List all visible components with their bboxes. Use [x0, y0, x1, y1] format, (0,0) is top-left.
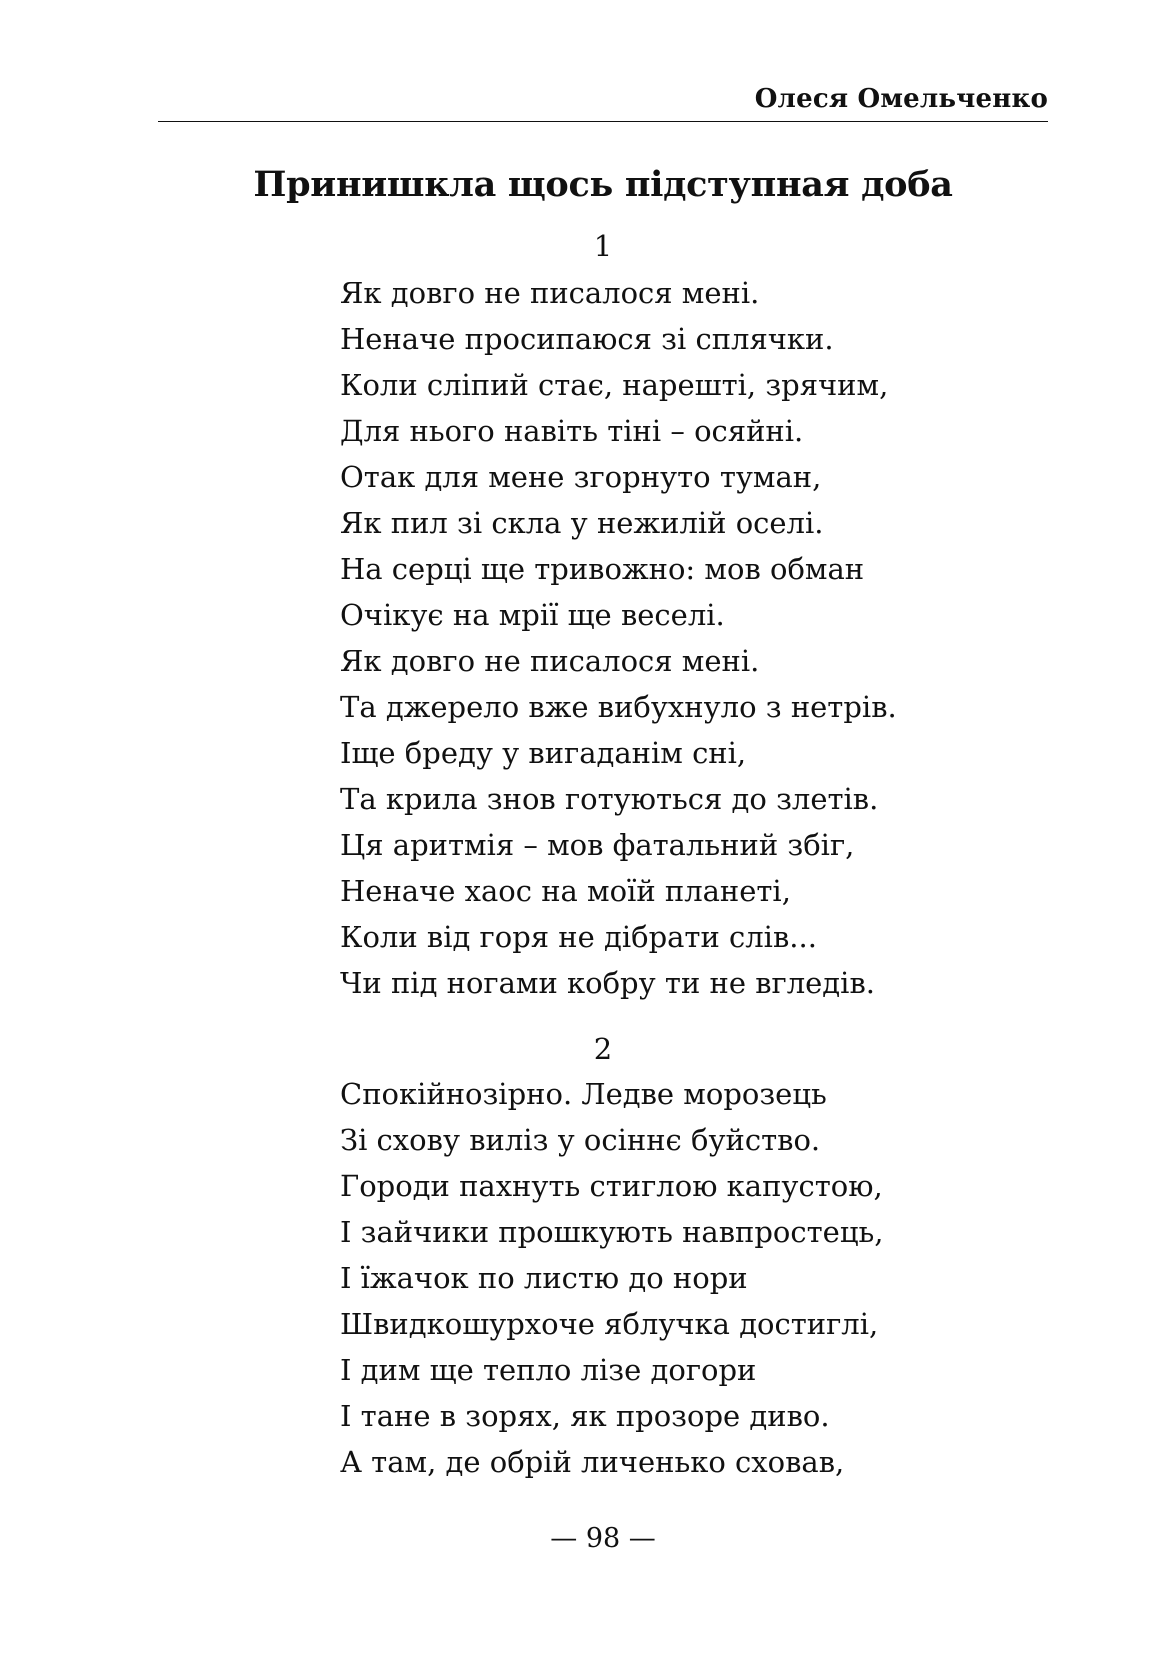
poem-line: Та джерело вже вибухнуло з нетрів.: [340, 690, 897, 724]
poem-line: І дим ще тепло лізе догори: [340, 1353, 757, 1387]
poem-line: Неначе хаос на моїй планеті,: [340, 874, 791, 908]
poem-line: І тане в зорях, як прозоре диво.: [340, 1399, 830, 1433]
poem-title: Принишкла щось підступная доба: [253, 164, 953, 205]
poem-line: Зі схову виліз у осіннє буйство.: [340, 1123, 821, 1157]
poem-line: Чи під ногами кобру ти не вгледів.: [340, 966, 875, 1000]
poem-line: Очікує на мрії ще веселі.: [340, 598, 725, 632]
poem-line: Отак для мене згорнуто туман,: [340, 460, 822, 494]
poem-line: Швидкошурхоче яблучка достиглі,: [340, 1307, 879, 1341]
poem-line: Ця аритмія – мов фатальний збіг,: [340, 828, 855, 862]
poem-line: І зайчики прошкують навпростець,: [340, 1215, 884, 1249]
poem-line: Як довго не писалося мені.: [340, 644, 760, 678]
page-number: — 98 —: [550, 1523, 656, 1554]
stanza-1: [340, 270, 897, 1006]
poem-line: Коли сліпий стає, нарешті, зрячим,: [340, 368, 889, 402]
poem-line: А там, де обрій личенько сховав,: [340, 1445, 845, 1479]
poem-line: Як довго не писалося мені.: [340, 276, 760, 310]
poem-line: І їжачок по листю до нори: [340, 1261, 748, 1295]
header-rule: [158, 121, 1048, 122]
poem-line: Городи пахнуть стиглою капустою,: [340, 1169, 883, 1203]
poem-line: Спокійнозірно. Ледве морозець: [340, 1077, 827, 1111]
stanza-2: [340, 1071, 883, 1485]
poem-line: На серці ще тривожно: мов обман: [340, 552, 865, 586]
section-number: 1: [593, 229, 613, 263]
poem-line: Як пил зі скла у нежилій оселі.: [340, 506, 824, 540]
running-head-author: Олеся Омельченко: [754, 84, 1048, 114]
section-number: 2: [593, 1032, 613, 1066]
poem-line: Та крила знов готуються до злетів.: [340, 782, 879, 816]
poem-line: Для нього навіть тіні – осяйні.: [340, 414, 804, 448]
poem-line: Коли від горя не дібрати слів...: [340, 920, 817, 954]
poem-line: Неначе просипаюся зі сплячки.: [340, 322, 834, 356]
poem-line: Іще бреду у вигаданім сні,: [340, 736, 747, 770]
